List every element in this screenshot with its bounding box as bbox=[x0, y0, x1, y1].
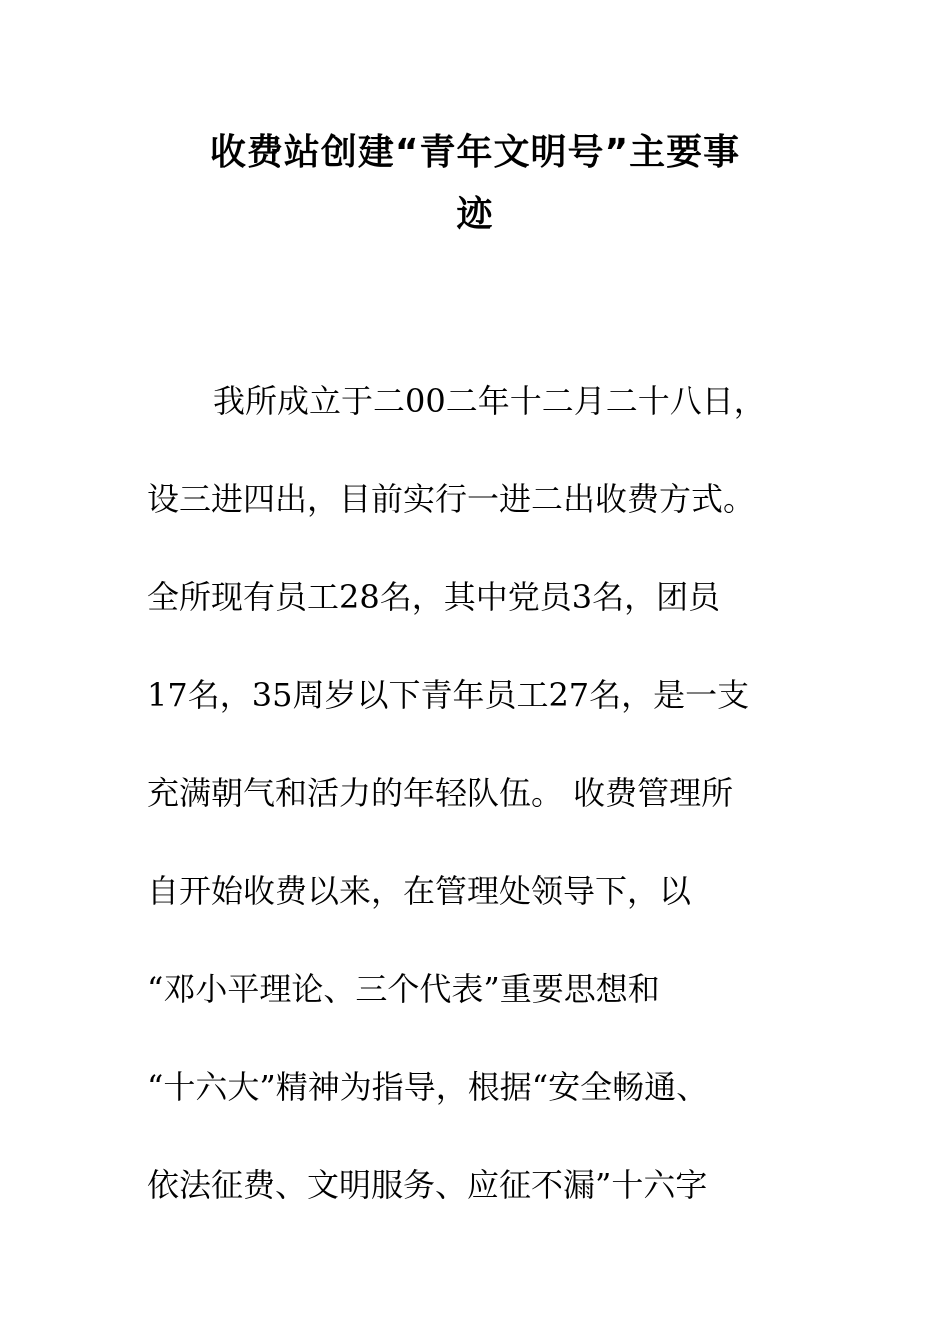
document-title bbox=[145, 122, 805, 246]
title-line-2: 迹 bbox=[456, 194, 494, 235]
paragraph-line: 17名，35周岁以下青年员工27名，是一支 bbox=[147, 676, 750, 714]
paragraph-line: 充满朝气和活力的年轻队伍。 收费管理所 bbox=[147, 774, 734, 812]
paragraph-line: 设三进四出，目前实行一进二出收费方式。 bbox=[147, 480, 756, 518]
paragraph-line: “十六大”精神为指导，根据“安全畅通、 bbox=[147, 1068, 709, 1106]
title-line-1: 收费站创建“青年文明号”主要事 bbox=[209, 132, 741, 173]
paragraph-line: 全所现有员工28名，其中党员3名，团员 bbox=[147, 578, 721, 616]
paragraph-line: 依法征费、文明服务、应征不漏”十六字 bbox=[147, 1166, 708, 1204]
paragraph-line: “邓小平理论、三个代表”重要思想和 bbox=[147, 970, 660, 1008]
body-paragraph bbox=[147, 368, 817, 1250]
paragraph-line: 我所成立于二00二年十二月二十八日， bbox=[213, 382, 766, 420]
paragraph-line: 自开始收费以来，在管理处领导下，以 bbox=[147, 872, 692, 910]
